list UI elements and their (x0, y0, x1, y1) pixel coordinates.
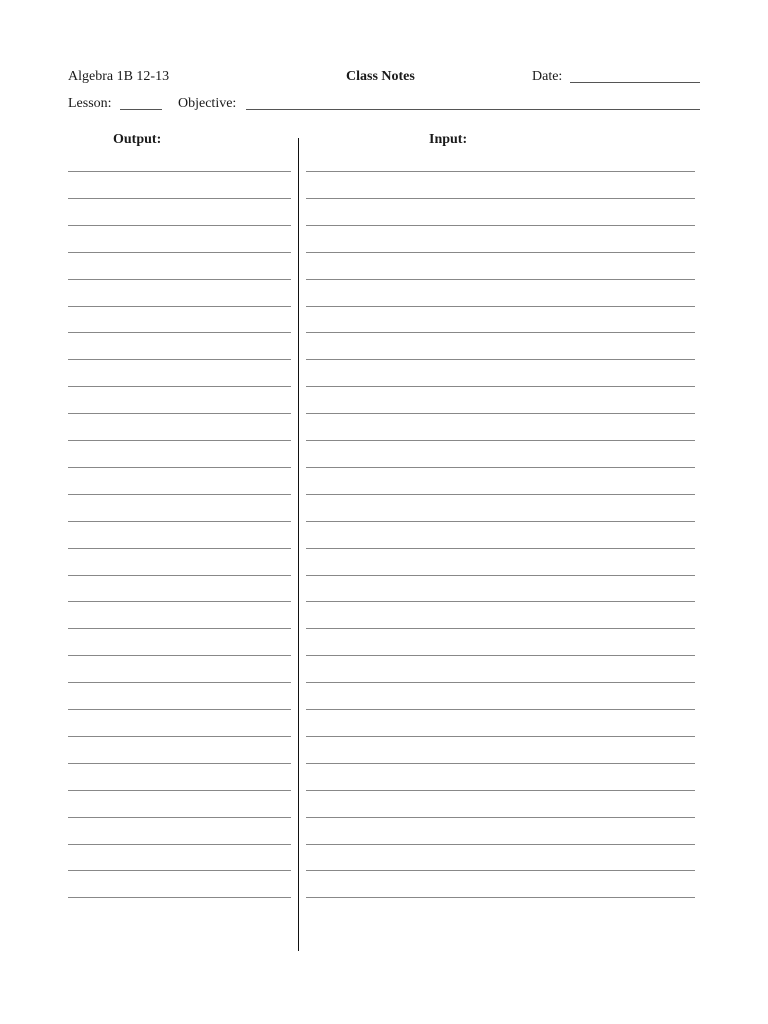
output-line[interactable] (68, 521, 291, 522)
input-line[interactable] (306, 279, 695, 280)
input-line[interactable] (306, 601, 695, 602)
input-line[interactable] (306, 844, 695, 845)
input-line[interactable] (306, 198, 695, 199)
output-line[interactable] (68, 279, 291, 280)
output-line[interactable] (68, 252, 291, 253)
input-line[interactable] (306, 306, 695, 307)
page-title: Class Notes (346, 69, 415, 84)
output-line[interactable] (68, 332, 291, 333)
lesson-label: Lesson: (68, 96, 112, 111)
input-line[interactable] (306, 440, 695, 441)
input-line[interactable] (306, 709, 695, 710)
output-line[interactable] (68, 790, 291, 791)
output-line[interactable] (68, 198, 291, 199)
output-line[interactable] (68, 440, 291, 441)
input-line[interactable] (306, 628, 695, 629)
output-line[interactable] (68, 575, 291, 576)
column-divider (298, 138, 299, 951)
course-label: Algebra 1B 12-13 (68, 69, 170, 84)
lesson-field[interactable] (120, 109, 162, 110)
output-line[interactable] (68, 171, 291, 172)
input-line[interactable] (306, 682, 695, 683)
output-line[interactable] (68, 413, 291, 414)
input-line[interactable] (306, 575, 695, 576)
input-line[interactable] (306, 548, 695, 549)
date-field[interactable] (570, 82, 700, 83)
input-line[interactable] (306, 494, 695, 495)
input-line[interactable] (306, 897, 695, 898)
input-line[interactable] (306, 386, 695, 387)
input-line[interactable] (306, 359, 695, 360)
output-line[interactable] (68, 467, 291, 468)
input-line[interactable] (306, 413, 695, 414)
input-line[interactable] (306, 521, 695, 522)
input-line[interactable] (306, 870, 695, 871)
input-line[interactable] (306, 790, 695, 791)
input-column-heading: Input: (429, 132, 468, 147)
output-line[interactable] (68, 682, 291, 683)
input-line[interactable] (306, 467, 695, 468)
objective-field[interactable] (246, 109, 700, 110)
output-line[interactable] (68, 655, 291, 656)
date-label: Date: (532, 69, 563, 84)
output-line[interactable] (68, 736, 291, 737)
output-line[interactable] (68, 844, 291, 845)
output-line[interactable] (68, 601, 291, 602)
output-line[interactable] (68, 897, 291, 898)
output-line[interactable] (68, 628, 291, 629)
output-column-heading: Output: (113, 132, 162, 147)
input-line[interactable] (306, 763, 695, 764)
output-line[interactable] (68, 870, 291, 871)
output-line[interactable] (68, 548, 291, 549)
input-line[interactable] (306, 817, 695, 818)
input-line[interactable] (306, 171, 695, 172)
input-line[interactable] (306, 332, 695, 333)
input-line[interactable] (306, 225, 695, 226)
input-line[interactable] (306, 252, 695, 253)
output-line[interactable] (68, 494, 291, 495)
output-line[interactable] (68, 225, 291, 226)
output-line[interactable] (68, 306, 291, 307)
output-line[interactable] (68, 709, 291, 710)
objective-label: Objective: (178, 96, 237, 111)
output-line[interactable] (68, 386, 291, 387)
output-line[interactable] (68, 763, 291, 764)
output-line[interactable] (68, 817, 291, 818)
input-line[interactable] (306, 655, 695, 656)
input-line[interactable] (306, 736, 695, 737)
output-line[interactable] (68, 359, 291, 360)
